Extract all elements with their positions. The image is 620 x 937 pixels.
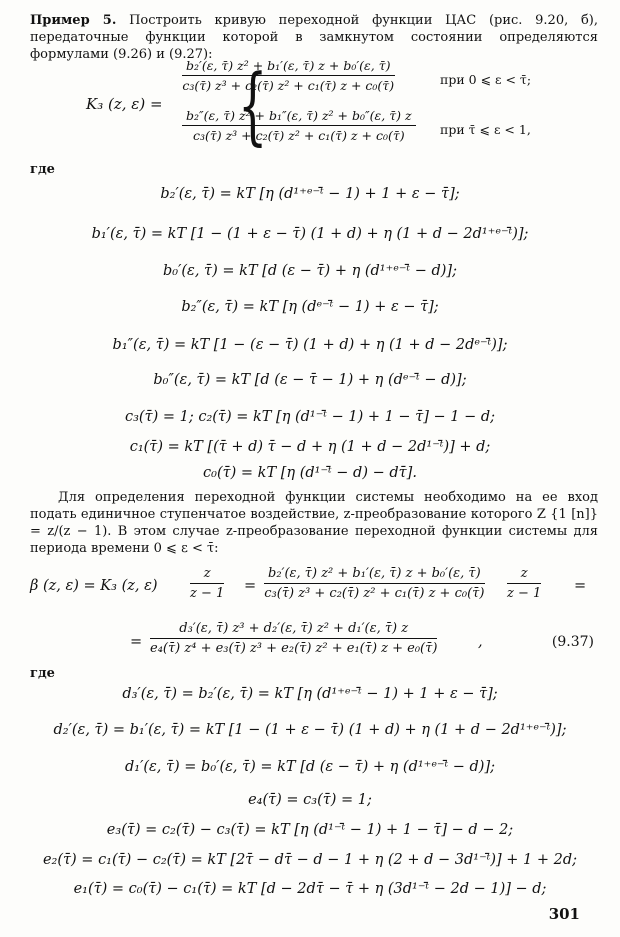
case2-fraction	[182, 108, 416, 143]
case2-numerator: b₂″(ε, τ̄) z² + b₁″(ε, τ̄) z² + b₀″(ε, τ̄) z	[182, 108, 416, 126]
case1-fraction	[182, 58, 395, 93]
equals-sign-2: =	[574, 578, 587, 594]
equation-b1-double-prime: b₁″(ε, τ̄) = kT [1 − (ε − τ̄) (1 + d) + η (1 + d − 2dᵉ⁻ᵗ̄)];	[112, 337, 508, 353]
equation-b0-double-prime: b₀″(ε, τ̄) = kT [d (ε − τ̄ − 1) + η (dᵉ⁻ᵗ̄ − d)];	[153, 372, 467, 388]
fraction-d-denominator: e₄(τ̄) z⁴ + e₃(τ̄) z³ + e₂(τ̄) z² + e₁(τ̄) z + e₀(τ̄)	[150, 641, 438, 656]
case1-denominator: c₃(τ̄) z³ + c₂(τ̄) z² + c₁(τ̄) z + c₀(τ̄)	[182, 78, 395, 93]
equation-e2: e₂(τ̄) = c₁(τ̄) − c₂(τ̄) = kT [2τ̄ − dτ̄ − d − 1 + η (2 + d − 3d¹⁻ᵗ̄)] + 1 + 2d;	[42, 852, 578, 868]
equation-e1: e₁(τ̄) = c₀(τ̄) − c₁(τ̄) = kT [d − 2dτ̄ − τ̄ + η (3d¹⁻ᵗ̄ − 2d − 1)] − d;	[73, 881, 547, 897]
equation-d3-prime: d₃′(ε, τ̄) = b₂′(ε, τ̄) = kT [η (d¹⁺ᵉ⁻ᵗ̄ − 1) + 1 + ε − τ̄];	[122, 686, 498, 702]
fraction-c-numerator: z	[507, 566, 541, 584]
trailing-comma: ,	[478, 634, 483, 650]
where-label-1: где	[30, 162, 55, 177]
fraction-b-numerator: b₂′(ε, τ̄) z² + b₁′(ε, τ̄) z + b₀′(ε, τ̄)	[264, 566, 485, 584]
equation-b0-prime: b₀′(ε, τ̄) = kT [d (ε − τ̄) + η (d¹⁺ᵉ⁻ᵗ̄ − d)];	[163, 263, 457, 279]
equation-e3: e₃(τ̄) = c₂(τ̄) − c₃(τ̄) = kT [η (d¹⁻ᵗ̄ − 1) + 1 − τ̄] − d − 2;	[106, 822, 514, 838]
fraction-b-over-c	[264, 566, 485, 601]
equals-sign-1: =	[244, 578, 257, 594]
intro-text: Построить кривую переходной функции ЦАС (рис. 9.20, б), передаточные функции которой в замкнутом состоянии определяются формулами (9.26) и (9.27):	[30, 13, 598, 62]
equation-c0: c₀(τ̄) = kT [η (d¹⁻ᵗ̄ − d) − dτ̄].	[203, 465, 417, 481]
fraction-c-denominator: z − 1	[507, 586, 542, 601]
system-lhs: K₃ (z, ε) =	[86, 95, 163, 113]
equation-number: (9.37)	[551, 634, 594, 650]
case2-denominator: c₃(τ̄) z³ + c₂(τ̄) z² + c₁(τ̄) z + c₀(τ̄)	[192, 128, 405, 143]
fraction-a-denominator: z − 1	[190, 586, 225, 601]
equation-d1-prime: d₁′(ε, τ̄) = b₀′(ε, τ̄) = kT [d (ε − τ̄) + η (d¹⁺ᵉ⁻ᵗ̄ − d)];	[124, 759, 496, 775]
fraction-z-over-z-minus-1-a	[190, 566, 224, 601]
equation-c3-c2: c₃(τ̄) = 1; c₂(τ̄) = kT [η (d¹⁻ᵗ̄ − 1) + 1 − τ̄] − 1 − d;	[124, 409, 495, 425]
beta-lhs: β (z, ε) = K₃ (z, ε)	[30, 578, 158, 594]
case1-numerator: b₂′(ε, τ̄) z² + b₁′(ε, τ̄) z + b₀′(ε, τ̄)	[182, 58, 395, 76]
equation-c1: c₁(τ̄) = kT [(τ̄ + d) τ̄ − d + η (1 + d − 2d¹⁻ᵗ̄)] + d;	[129, 439, 491, 455]
where-label-2: где	[30, 666, 55, 681]
left-brace: {	[238, 56, 268, 154]
fraction-z-over-z-minus-1-b	[507, 566, 541, 601]
equation-e4: e₄(τ̄) = c₃(τ̄) = 1;	[248, 792, 372, 808]
piecewise-system	[86, 58, 606, 154]
fraction-d-over-e	[150, 621, 437, 656]
case1-condition: при 0 ⩽ ε < τ̄;	[440, 72, 532, 87]
intro-paragraph	[30, 12, 598, 63]
equation-b2-double-prime: b₂″(ε, τ̄) = kT [η (dᵉ⁻ᵗ̄ − 1) + ε − τ̄];	[181, 299, 439, 315]
equation-b1-prime: b₁′(ε, τ̄) = kT [1 − (1 + ε − τ̄) (1 + d) + η (1 + d − 2d¹⁺ᵉ⁻ᵗ̄)];	[91, 226, 529, 242]
example-lead: Пример 5.	[30, 13, 117, 28]
fraction-a-numerator: z	[190, 566, 224, 584]
equation-b2-prime: b₂′(ε, τ̄) = kT [η (d¹⁺ᵉ⁻ᵗ̄ − 1) + 1 + ε − τ̄];	[160, 186, 460, 202]
page-number: 301	[548, 905, 580, 923]
fraction-b-denominator: c₃(τ̄) z³ + c₂(τ̄) z² + c₁(τ̄) z + c₀(τ̄)	[264, 586, 485, 601]
equation-d2-prime: d₂′(ε, τ̄) = b₁′(ε, τ̄) = kT [1 − (1 + ε − τ̄) (1 + d) + η (1 + d − 2d¹⁺ᵉ⁻ᵗ̄)];	[53, 722, 567, 738]
paragraph-step-input: Для определения переходной функции системы необходимо на ее вход подать единичное ступенчатое воздействие, z-преобразование которого Z {1 [n]} = z/(z − 1). В этом случае z-преобразование переходной функции системы для периода времени 0 ⩽ ε < τ̄:	[30, 490, 598, 556]
fraction-d-numerator: d₃′(ε, τ̄) z³ + d₂′(ε, τ̄) z² + d₁′(ε, τ̄) z	[150, 621, 437, 639]
case2-condition: при τ̄ ⩽ ε < 1,	[440, 122, 531, 137]
equals-sign-3: =	[130, 634, 143, 650]
